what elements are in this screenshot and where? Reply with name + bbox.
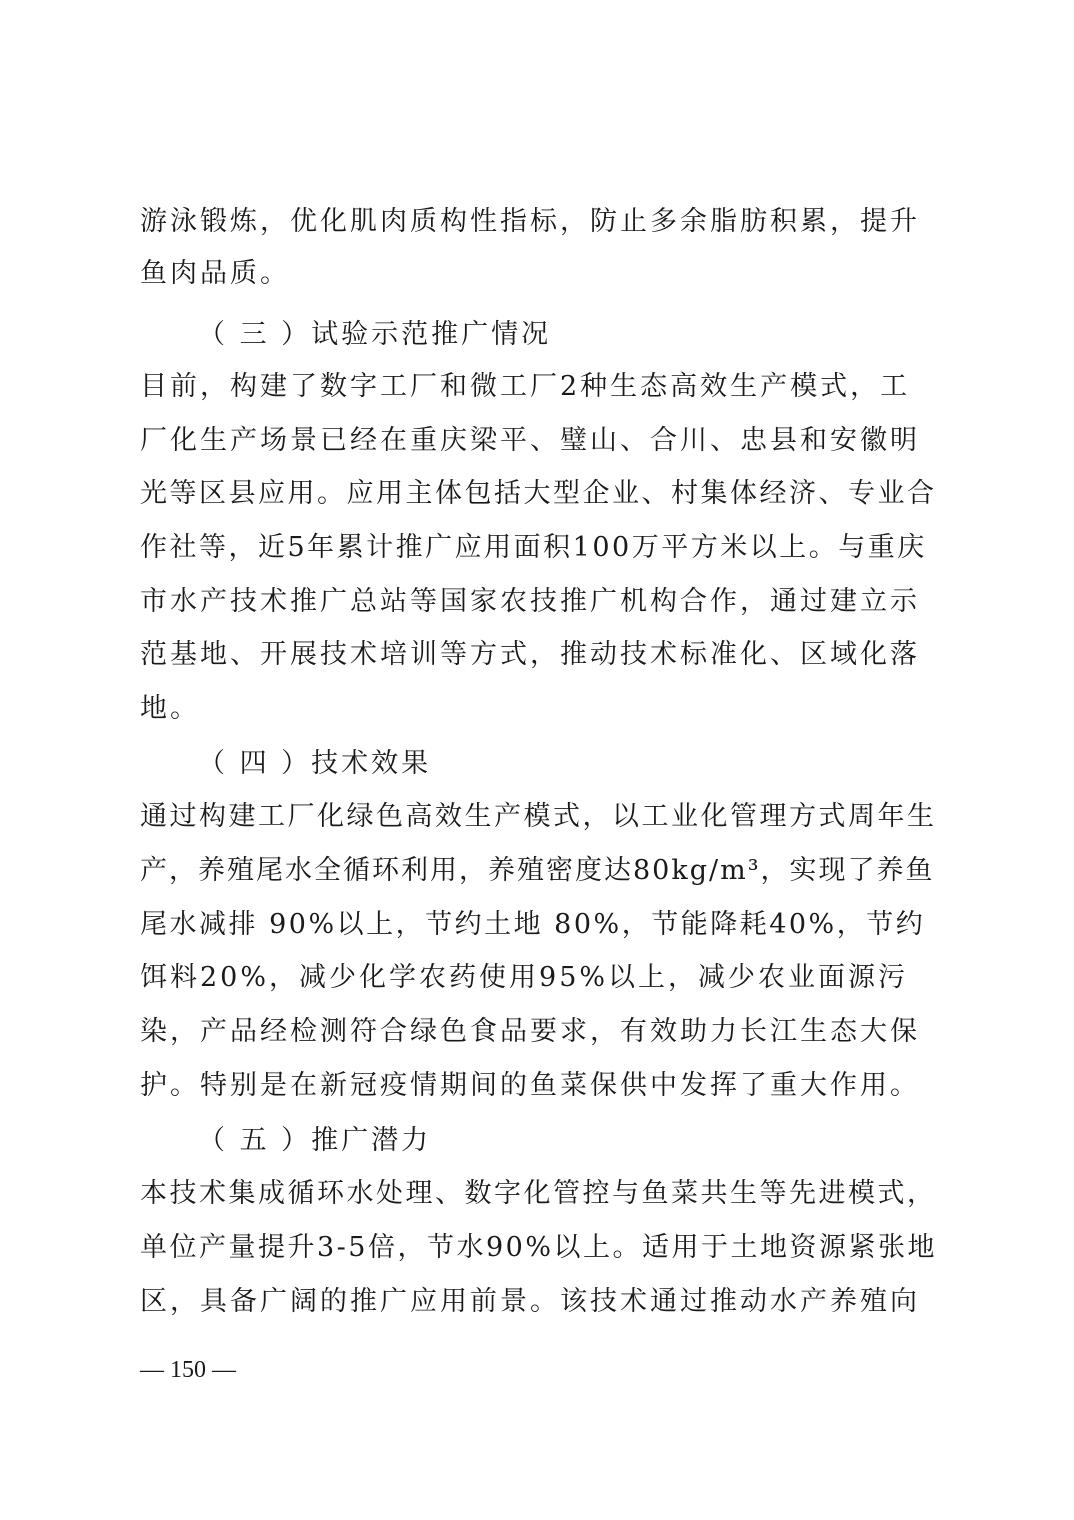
body-text-line: 尾水减排 90%以上，节约土地 80%，节能降耗40%，节约	[140, 909, 926, 940]
page-number: — 150 —	[140, 1357, 236, 1383]
body-text-line: 光等区县应用。应用主体包括大型企业、村集体经济、专业合	[140, 478, 937, 509]
body-text-line: 厂化生产场景已经在重庆梁平、璧山、合川、忠县和安徽明	[140, 425, 920, 456]
body-text-line: 游泳锻炼，优化肌肉质构性指标，防止多余脂肪积累，提升	[140, 206, 920, 237]
body-text-line: 区，具备广阔的推广应用前景。该技术通过推动水产养殖向	[140, 1286, 920, 1317]
section-heading-5: （ 五 ）推广潜力	[198, 1125, 432, 1156]
body-text-line: 单位产量提升3-5倍，节水90%以上。适用于土地资源紧张地	[140, 1232, 937, 1263]
body-text-line: 通过构建工厂化绿色高效生产模式，以工业化管理方式周年生	[140, 801, 937, 832]
body-text-line: 产，养殖尾水全循环利用，养殖密度达80kg/m³，实现了养鱼	[140, 855, 935, 886]
body-text-line: 地。	[140, 693, 200, 724]
body-text-line: 饵料20%，减少化学农药使用95%以上，减少农业面源污	[140, 962, 909, 993]
body-text-line: 护。特别是在新冠疫情期间的鱼菜保供中发挥了重大作用。	[140, 1070, 920, 1101]
body-text-line: 范基地、开展技术培训等方式，推动技术标准化、区域化落	[140, 639, 920, 670]
body-text-line: 鱼肉品质。	[140, 258, 290, 289]
body-text-line: 市水产技术推广总站等国家农技推广机构合作，通过建立示	[140, 586, 920, 617]
section-heading-4: （ 四 ）技术效果	[198, 748, 432, 779]
body-text-line: 染，产品经检测符合绿色食品要求，有效助力长江生态大保	[140, 1016, 920, 1047]
body-text-line: 目前，构建了数字工厂和微工厂2种生态高效生产模式，工	[140, 371, 911, 402]
section-heading-3: （ 三 ）试验示范推广情况	[198, 319, 552, 350]
body-text-line: 作社等，近5年累计推广应用面积100万平方米以上。与重庆	[140, 532, 927, 563]
body-text-line: 本技术集成循环水处理、数字化管控与鱼菜共生等先进模式，	[140, 1178, 937, 1209]
